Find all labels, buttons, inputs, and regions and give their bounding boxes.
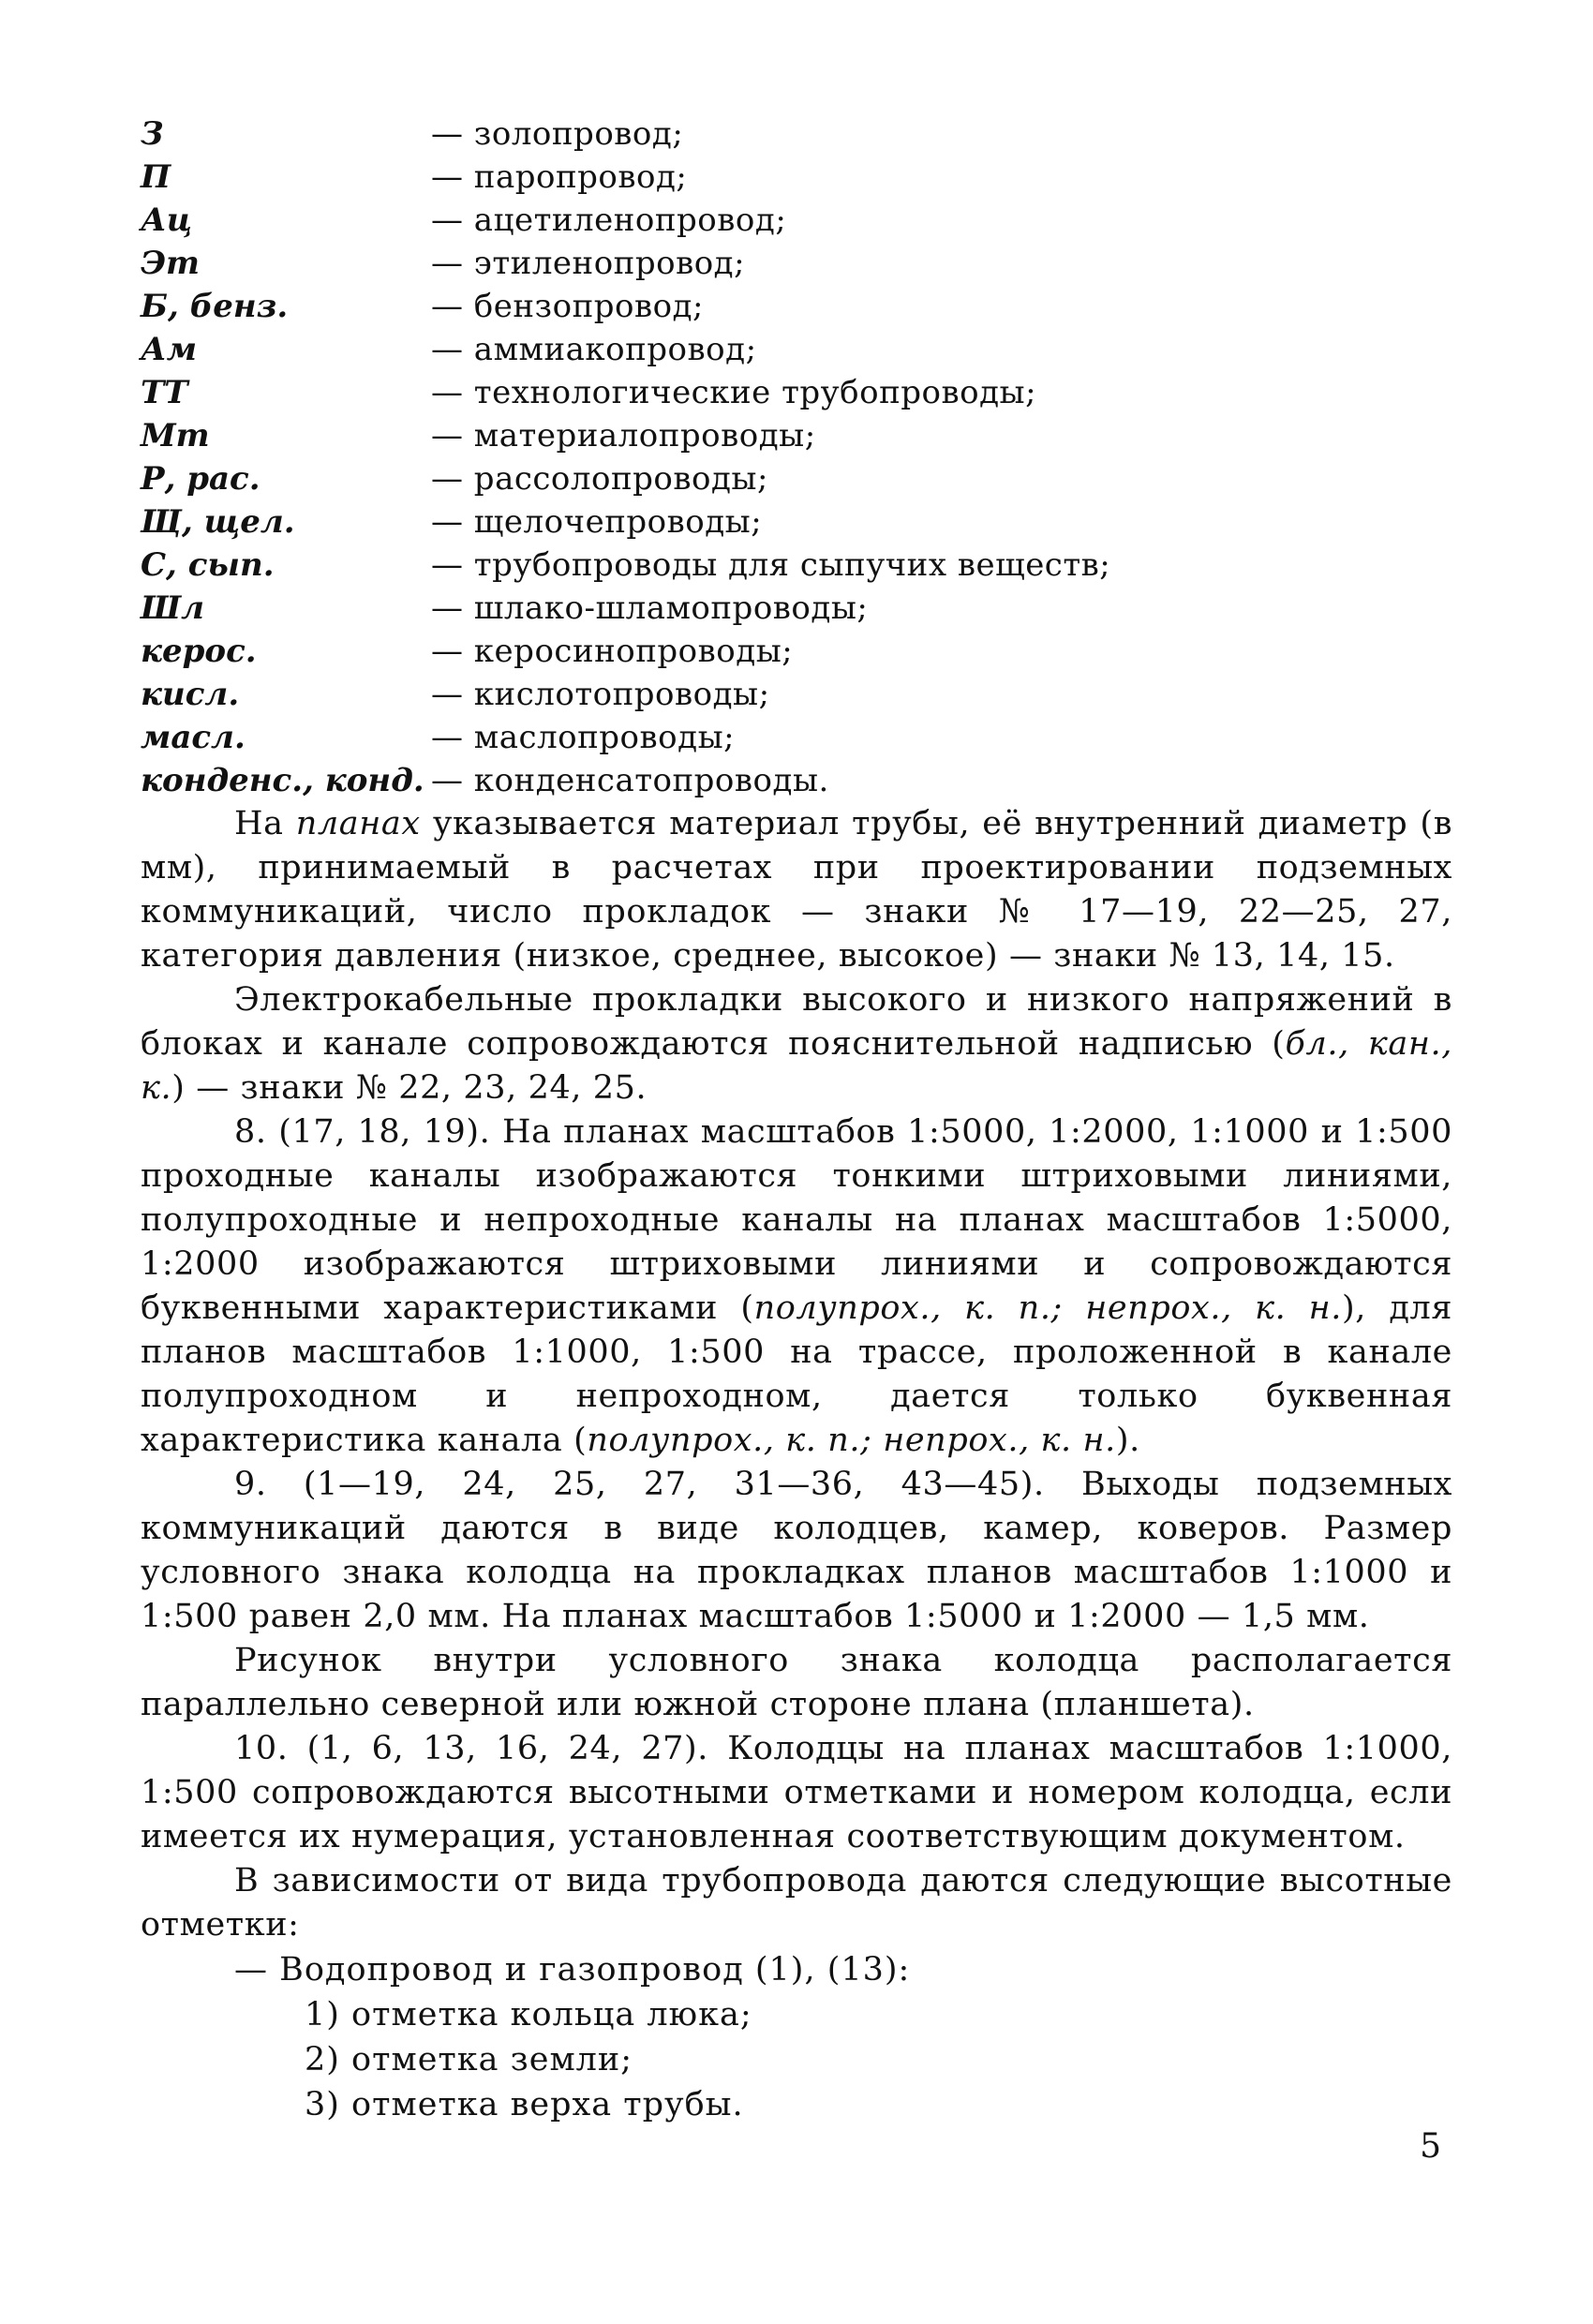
abbreviation-row	[141, 457, 1452, 500]
abbreviation-row	[141, 285, 1452, 328]
abbreviation-code: С, сып.	[141, 546, 275, 584]
abbreviation-row	[141, 112, 1452, 156]
abbreviation-definition: — золопровод;	[431, 115, 684, 153]
abbreviation-row	[141, 199, 1452, 242]
abbreviation-code: керос.	[141, 633, 257, 670]
abbreviation-code: Эт	[141, 245, 201, 282]
paragraph-well-elevations: 10. (1, 6, 13, 16, 24, 27). Колодцы на планах масштабов 1:1000, 1:500 сопровождаются высотными отметками и номером колодца, если имеется их нумерация, установленная соответствующим документом.	[141, 1730, 1452, 1855]
abbreviation-code: П	[141, 158, 171, 196]
abbreviation-code: Ам	[141, 331, 198, 368]
abbreviation-code: ТТ	[141, 374, 188, 411]
abbreviation-row	[141, 673, 1452, 716]
page-number: 5	[1420, 2127, 1441, 2166]
abbreviation-definition: — ацетиленопровод;	[431, 201, 787, 239]
dash-list-item: — Водопровод и газопровод (1), (13):	[234, 1951, 911, 1989]
paragraph-well-symbol: Рисунок внутри условного знака колодца располагается параллельно северной или южной стороне плана (планшета).	[141, 1642, 1452, 1723]
abbreviation-definition: — материалопроводы;	[431, 417, 816, 454]
abbreviation-code: Мт	[141, 417, 210, 454]
abbreviation-definition: — бензопровод;	[431, 288, 704, 325]
abbreviation-row	[141, 371, 1452, 414]
abbreviation-definition: — технологические трубопроводы;	[431, 374, 1037, 411]
numbered-list-item: 1) отметка кольца люка;	[305, 1996, 752, 2034]
abbreviation-definition: — трубопроводы для сыпучих веществ;	[431, 546, 1111, 584]
abbreviation-code: конденс., конд.	[141, 762, 424, 799]
abbreviation-definition: — конденсатопроводы.	[431, 762, 829, 799]
abbreviation-row	[141, 414, 1452, 457]
abbreviation-row	[141, 328, 1452, 371]
paragraph-channels: 8. (17, 18, 19). На планах масштабов 1:5000, 1:2000, 1:1000 и 1:500 проходные каналы изображаются тонкими штриховыми линиями, полупроходные и непроходные каналы на планах масштабов 1:5000, 1:2000 изображаются штриховыми линиями и сопровождаются буквенными характеристиками (полупрох., к. п.; непрох., к. н.), для планов масштабов 1:1000, 1:500 на трассе, проложенной в канале полупроходном и непроходном, дается только буквенная характеристика канала (полупрох., к. п.; непрох., к. н.).	[141, 1113, 1452, 1459]
abbreviation-definition: — керосинопроводы;	[431, 633, 794, 670]
abbreviation-row	[141, 630, 1452, 673]
abbreviation-definition: — шлако-шламопроводы;	[431, 589, 869, 627]
abbreviation-code: Шл	[141, 589, 204, 627]
abbreviation-code: кисл.	[141, 676, 240, 713]
abbreviation-code: Ац	[141, 201, 193, 239]
abbreviation-row	[141, 716, 1452, 759]
abbreviation-row	[141, 242, 1452, 285]
abbreviation-row	[141, 500, 1452, 544]
abbreviation-code: З	[141, 115, 164, 153]
abbreviation-definition: — этиленопровод;	[431, 245, 746, 282]
abbreviation-code: Б, бенз.	[141, 288, 289, 325]
abbreviation-definition: — аммиакопровод;	[431, 331, 757, 368]
abbreviation-definition: — маслопроводы;	[431, 719, 736, 756]
abbreviation-row	[141, 156, 1452, 199]
paragraph-elevation-types: В зависимости от вида трубопровода даются следующие высотные отметки:	[141, 1862, 1452, 1944]
numbered-list-item: 3) отметка верха трубы.	[305, 2086, 744, 2123]
paragraph-electric-cables: Электрокабельные прокладки высокого и низкого напряжений в блоках и канале сопровождаются пояснительной надписью (бл., кан., к.) — знаки № 22, 23, 24, 25.	[141, 981, 1452, 1107]
abbreviation-definition: — щелочепроводы;	[431, 503, 763, 541]
abbreviation-code: Щ, щел.	[141, 503, 295, 541]
abbreviation-code: масл.	[141, 719, 246, 756]
abbreviation-definition: — паропровод;	[431, 158, 688, 196]
abbreviation-row	[141, 587, 1452, 630]
paragraph-materials: На планах указывается материал трубы, её внутренний диаметр (в мм), принимаемый в расчетах при проектировании подземных коммуникаций, число прокладок — знаки № 17—19, 22—25, 27, категория давления (низкое, среднее, высокое) — знаки № 13, 14, 15.	[141, 805, 1452, 975]
abbreviation-row	[141, 544, 1452, 587]
numbered-list-item: 2) отметка земли;	[305, 2041, 633, 2078]
abbreviation-definition: — рассолопроводы;	[431, 460, 768, 498]
abbreviation-definition: — кислотопроводы;	[431, 676, 770, 713]
abbreviation-row	[141, 759, 1452, 802]
document-page	[141, 112, 1452, 2127]
abbreviation-list	[141, 112, 1452, 802]
paragraph-wells: 9. (1—19, 24, 25, 27, 31—36, 43—45). Выходы подземных коммуникаций даются в виде колодцев, камер, коверов. Размер условного знака колодца на прокладках планов масштабов 1:1000 и 1:500 равен 2,0 мм. На планах масштабов 1:5000 и 1:2000 — 1,5 мм.	[141, 1466, 1452, 1635]
abbreviation-code: Р, рас.	[141, 460, 261, 498]
